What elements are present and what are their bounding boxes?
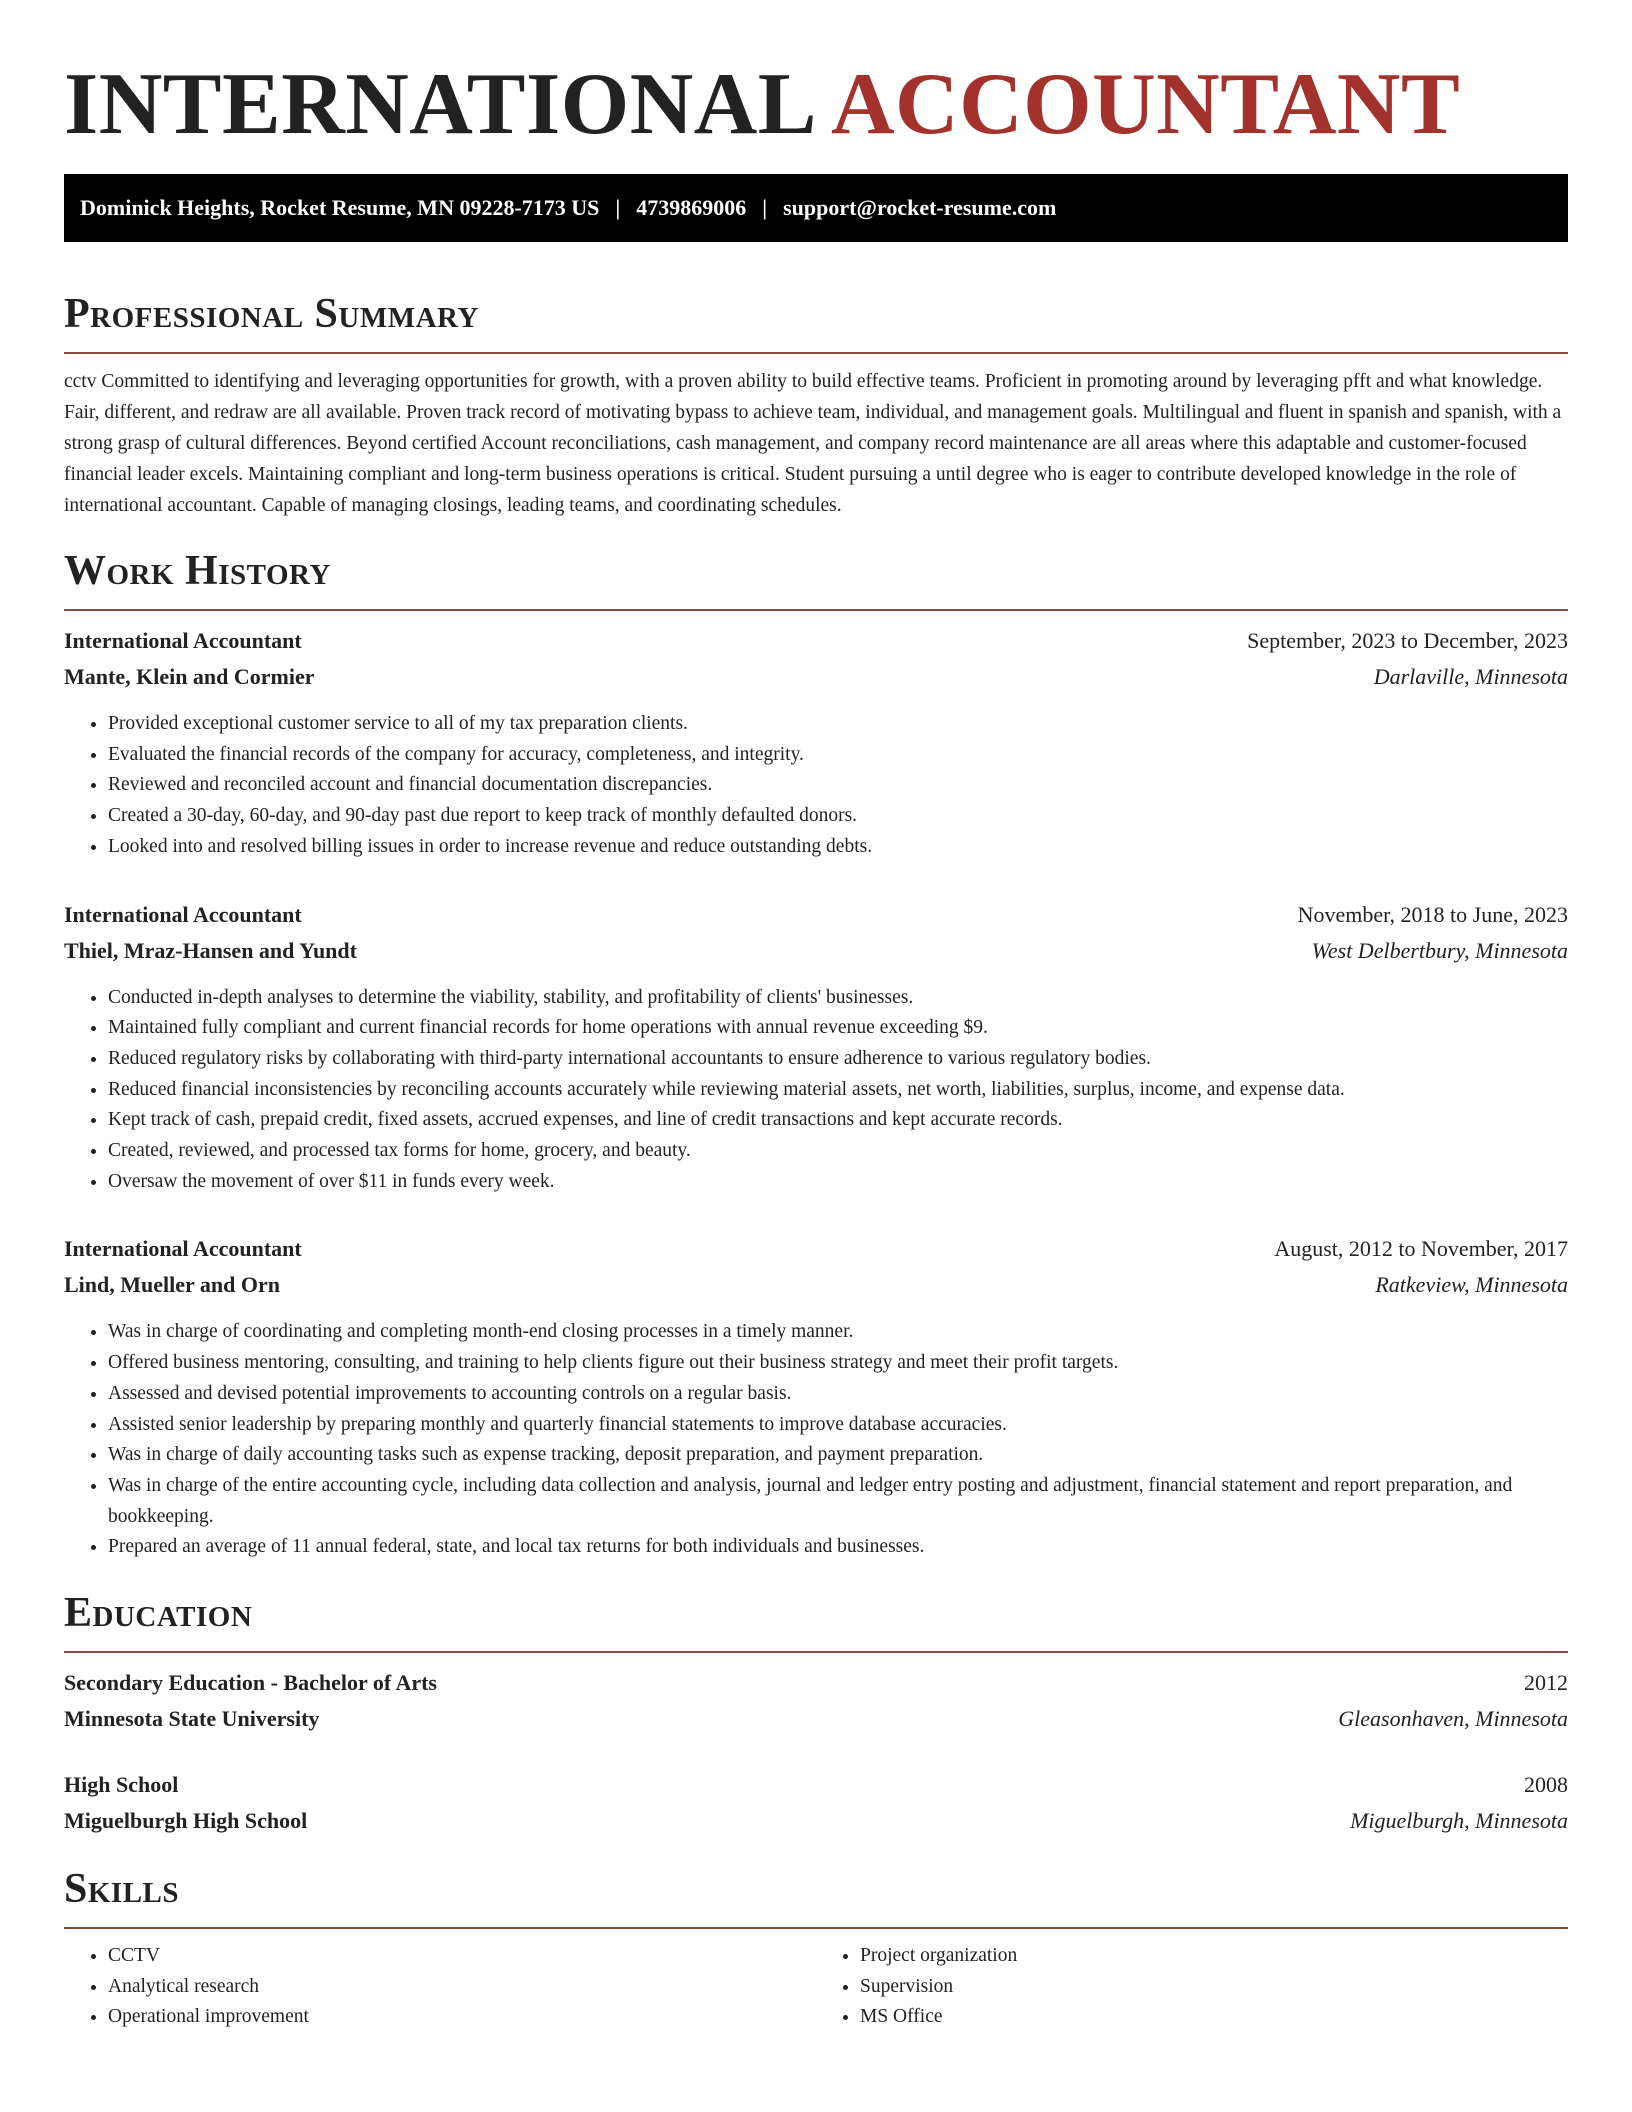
education-year: 2012	[1524, 1670, 1568, 1696]
education-school: Miguelburgh High School	[64, 1808, 308, 1834]
contact-separator: |	[762, 195, 768, 220]
job-bullet: • Reviewed and reconciled account and financial documentation discrepancies.	[108, 770, 1568, 801]
section-divider	[64, 1927, 1568, 1929]
section-divider	[64, 352, 1568, 354]
education-degree: High School	[64, 1772, 179, 1798]
summary-text: cctv Committed to identifying and leveraging opportunities for growth, with a proven ability to build effective teams. Proficient in promoting around by leveraging pfft and what knowledge. Fair, different, and redraw are all available. Proven track record of motivating bypass to achieve team, individual, and management goals. Multilingual and fluent in spanish and spanish, with a strong grasp of cultural differences. Beyond certified Account reconciliations, cash management, and company record maintenance are all areas where this adaptable and customer-focused financial leader excels. Maintaining compliant and long-term business operations is critical. Student pursuing a until degree who is eager to contribute developed knowledge in the role of international accountant. Capable of managing closings, leading teams, and coordinating schedules.	[64, 371, 1562, 516]
job-company: Mante, Klein and Cormier	[64, 664, 315, 689]
job-bullet: • Created a 30-day, 60-day, and 90-day past due report to keep track of monthly defaulted donors.	[108, 801, 1568, 832]
contact-email: support@rocket-resume.com	[783, 195, 1057, 220]
job-location: West Delbertbury, Minnesota	[1311, 937, 1568, 963]
skills-column-left	[64, 1941, 816, 2033]
skills-grid	[64, 1941, 1568, 2033]
education-heading: Education	[64, 1590, 253, 1637]
job-bullet: • Conducted in-depth analyses to determine the viability, stability, and profitability of clients' businesses.	[108, 983, 1568, 1014]
job-company: Lind, Mueller and Orn	[64, 1272, 280, 1298]
job-bullet: • Kept track of cash, prepaid credit, fixed assets, accrued expenses, and line of credit transactions and kept accurate records.	[108, 1105, 1568, 1136]
education-section	[64, 1585, 1568, 1839]
job-location: Ratkeview, Minnesota	[1375, 1272, 1568, 1298]
skills-section	[64, 1861, 1568, 2033]
job-title: International Accountant	[64, 1236, 302, 1262]
job-bullets	[64, 983, 1568, 1198]
job-bullet: • Assessed and devised potential improvements to accounting controls on a regular basis.	[108, 1379, 1568, 1410]
job-bullet: • Reduced financial inconsistencies by reconciling accounts accurately while reviewing material assets, net worth, liabilities, surplus, income, and expense data.	[108, 1075, 1568, 1106]
job-title: International Accountant	[64, 901, 302, 927]
job-dates: November, 2018 to June, 2023	[1297, 901, 1568, 927]
education-school: Minnesota State University	[64, 1706, 320, 1732]
job-bullet: • Offered business mentoring, consulting, and training to help clients figure out their business strategy and meet their profit targets.	[108, 1348, 1568, 1379]
job-location: Darlaville, Minnesota	[1373, 664, 1568, 689]
section-divider	[64, 609, 1568, 611]
job-bullet: • Maintained fully compliant and current financial records for home operations with annual revenue exceeding $9.	[108, 1013, 1568, 1044]
job-dates: August, 2012 to November, 2017	[1274, 1236, 1568, 1262]
skill-item: • CCTV	[108, 1941, 816, 1972]
contact-bar	[64, 174, 1568, 242]
skill-item: • Project organization	[860, 1941, 1568, 1972]
education-year: 2008	[1524, 1772, 1568, 1798]
job-title: International Accountant	[64, 628, 302, 653]
education-location: Miguelburgh, Minnesota	[1350, 1808, 1568, 1834]
job-bullet: • Oversaw the movement of over $11 in funds every week.	[108, 1167, 1568, 1198]
work-history-section	[64, 543, 1568, 1563]
job-bullet: • Looked into and resolved billing issues in order to increase revenue and reduce outstanding debts.	[108, 832, 1568, 863]
education-entry	[64, 1665, 1568, 1737]
job-bullet: • Was in charge of the entire accounting cycle, including data collection and analysis, journal and ledger entry posting and adjustment, financial statement and report preparation, and bookkeeping.	[108, 1471, 1568, 1532]
summary-heading: Professional Summary	[64, 291, 479, 337]
resume-title	[64, 50, 1568, 160]
skills-heading: Skills	[64, 1866, 180, 1913]
title-first-word: INTERNATIONAL	[64, 56, 817, 153]
job-bullet: • Reduced regulatory risks by collaborating with third-party international accountants to ensure adherence to various regulatory bodies.	[108, 1044, 1568, 1075]
job-bullets	[64, 1317, 1568, 1563]
job-bullet: • Created, reviewed, and processed tax forms for home, grocery, and beauty.	[108, 1136, 1568, 1167]
job-bullet: • Prepared an average of 11 annual federal, state, and local tax returns for both individuals and businesses.	[108, 1532, 1568, 1563]
contact-address: Dominick Heights, Rocket Resume, MN 09228-7173 US	[80, 195, 600, 220]
job-entry	[64, 1231, 1568, 1563]
job-bullet: • Was in charge of daily accounting tasks such as expense tracking, deposit preparation, and payment preparation.	[108, 1440, 1568, 1471]
job-entry	[64, 623, 1568, 863]
skill-item: • Analytical research	[108, 1972, 816, 2003]
contact-separator: |	[615, 195, 621, 220]
skill-item: • MS Office	[860, 2002, 1568, 2033]
title-second-word: ACCOUNTANT	[831, 56, 1461, 153]
job-entry	[64, 897, 1568, 1198]
job-bullets	[64, 709, 1568, 863]
job-bullet: • Evaluated the financial records of the company for accuracy, completeness, and integrity.	[108, 740, 1568, 771]
job-dates: September, 2023 to December, 2023	[1247, 628, 1568, 653]
skill-item: • Supervision	[860, 1972, 1568, 2003]
education-location: Gleasonhaven, Minnesota	[1338, 1706, 1568, 1732]
contact-phone: 4739869006	[636, 195, 747, 220]
job-bullet: • Provided exceptional customer service to all of my tax preparation clients.	[108, 709, 1568, 740]
resume-page	[64, 0, 1568, 2033]
job-bullet: • Assisted senior leadership by preparing monthly and quarterly financial statements to improve database accuracies.	[108, 1410, 1568, 1441]
work-history-heading: Work History	[64, 548, 331, 594]
skill-item: • Operational improvement	[108, 2002, 816, 2033]
job-company: Thiel, Mraz-Hansen and Yundt	[64, 937, 357, 963]
skills-column-right	[816, 1941, 1568, 2033]
education-entry	[64, 1767, 1568, 1839]
section-divider	[64, 1651, 1568, 1653]
job-bullet: • Was in charge of coordinating and completing month-end closing processes in a timely manner.	[108, 1317, 1568, 1348]
summary-section	[64, 286, 1568, 521]
education-degree: Secondary Education - Bachelor of Arts	[64, 1670, 437, 1696]
